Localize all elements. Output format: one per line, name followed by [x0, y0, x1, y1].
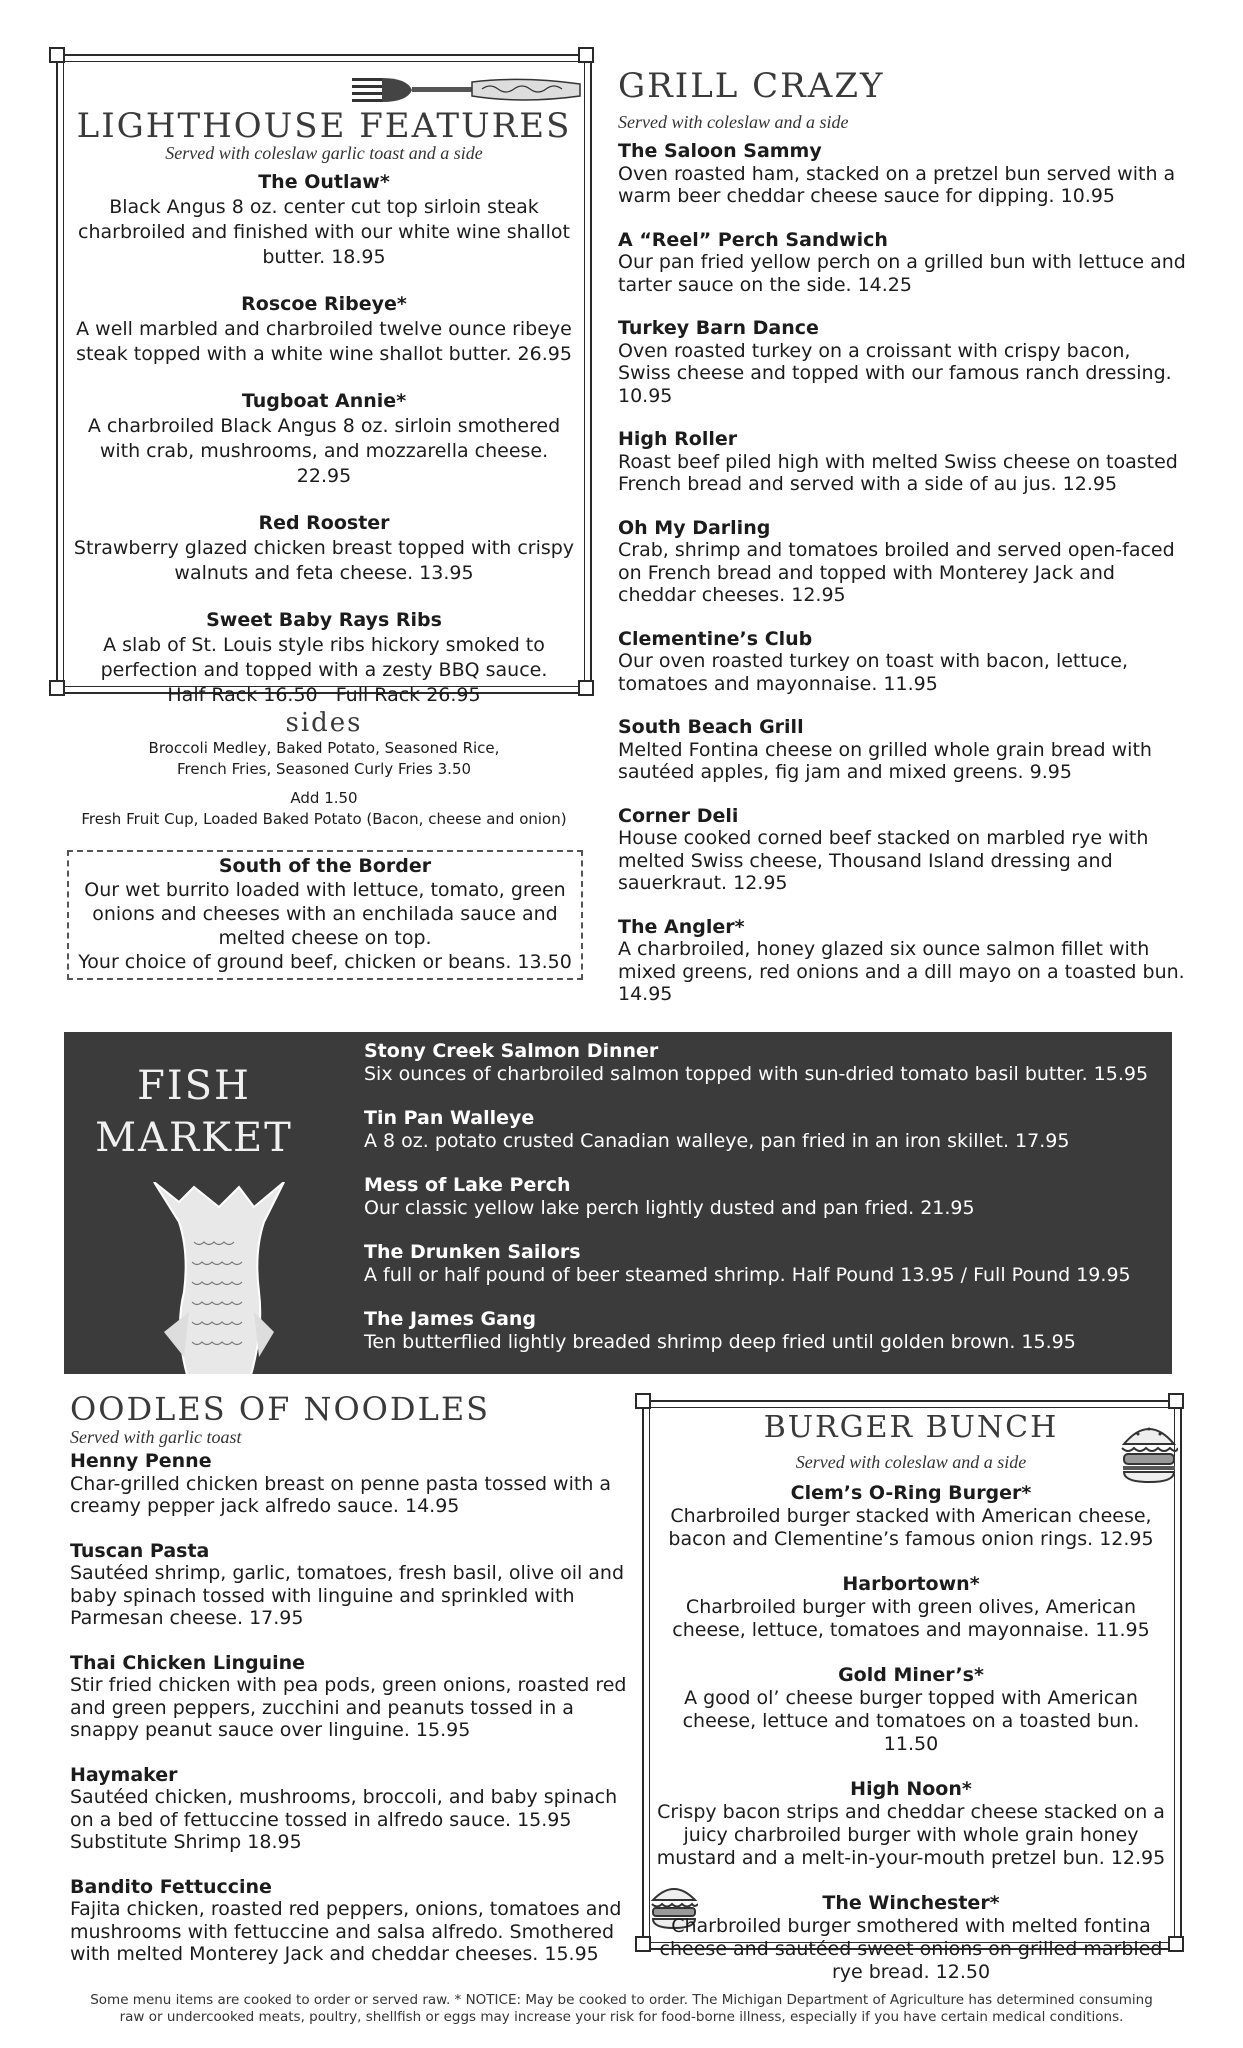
grill-crazy-items: [618, 140, 1188, 1027]
burger-subtitle: Served with coleslaw and a side: [795, 1452, 1027, 1472]
menu-item: [70, 389, 578, 489]
menu-item: [70, 170, 578, 270]
lighthouse-title: LIGHTHOUSE FEATURES: [76, 106, 572, 146]
noodles-items: [70, 1450, 630, 1988]
menu-item-name: Roscoe Ribeye*: [241, 293, 407, 315]
menu-item-name: Oh My Darling: [618, 516, 771, 539]
menu-item-choice: Your choice of ground beef, chicken or beans. 13.50: [78, 951, 572, 973]
menu-item-name: South of the Border: [218, 855, 432, 877]
menu-item: [364, 1174, 1164, 1219]
menu-item-desc: A charbroiled, honey glazed six ounce salmon fillet with mixed greens, red onions and a dill mayo on a toasted bun. 14.95: [618, 938, 1185, 1005]
menu-item-price: Half Rack 16.50 Full Rack 26.95: [167, 684, 481, 706]
menu-item-name: The Outlaw*: [258, 171, 390, 193]
menu-item-name: Harbortown*: [842, 1573, 980, 1595]
menu-item-name: Tuscan Pasta: [70, 1539, 210, 1562]
menu-item-desc: Stir fried chicken with pea pods, green onions, roasted red and green peppers, zucchini and peanuts tossed in a snappy peanut sauce over linguine. 15.95: [70, 1674, 627, 1741]
sides-line: Fresh Fruit Cup, Loaded Baked Potato (Bacon, cheese and onion): [81, 810, 567, 828]
menu-item-name: The James Gang: [364, 1308, 537, 1330]
menu-item-name: Tin Pan Walleye: [364, 1107, 535, 1129]
menu-item-name: Haymaker: [70, 1763, 178, 1786]
menu-item: [70, 1450, 630, 1518]
menu-item-desc: Charbroiled burger with green olives, American cheese, lettuce, tomatoes and mayonnaise. 11.95: [672, 1596, 1150, 1641]
menu-item-name: The Drunken Sailors: [364, 1241, 581, 1263]
menu-item-desc: Oven roasted turkey on a croissant with crispy bacon, Swiss cheese and topped with our famous ranch dressing. 10.95: [618, 339, 1172, 407]
menu-item-name: High Roller: [618, 428, 738, 450]
menu-item-desc: Ten butterflied lightly breaded shrimp deep fried until golden brown. 15.95: [364, 1330, 1076, 1353]
menu-item-extra: Substitute Shrimp 18.95: [70, 1831, 302, 1853]
fish-market-panel: [64, 1032, 1172, 1374]
fish-market-title: [84, 1060, 304, 1164]
lighthouse-subtitle: Served with coleslaw garlic toast and a side: [165, 143, 483, 163]
menu-item: [656, 1482, 1166, 1551]
menu-item-desc: Our oven roasted turkey on toast with bacon, lettuce, tomatoes and mayonnaise. 11.95: [618, 650, 1129, 695]
sides-list: [56, 738, 592, 830]
fish-title-line: FISH: [137, 1063, 251, 1109]
menu-item-desc: A well marbled and charbroiled twelve ounce ribeye steak topped with a white wine shallot butter. 26.95: [76, 318, 572, 365]
frame-corner: [1168, 1393, 1184, 1409]
menu-item: [618, 428, 1188, 496]
menu-item: [618, 916, 1188, 1006]
menu-item: [656, 1892, 1166, 1984]
menu-item-name: Thai Chicken Linguine: [70, 1651, 306, 1674]
menu-item-name: Stony Creek Salmon Dinner: [364, 1040, 659, 1062]
grill-crazy-subtitle: Served with coleslaw and a side: [618, 112, 849, 132]
menu-item-desc: Melted Fontina cheese on grilled whole grain bread with sautéed apples, fig jam and mixed greens. 9.95: [618, 738, 1152, 783]
menu-item-desc: Char-grilled chicken breast on penne pasta tossed with a creamy pepper jack alfredo sauce. 14.95: [70, 1472, 612, 1517]
menu-item-name: The Saloon Sammy: [618, 140, 822, 162]
menu-item: [618, 140, 1188, 208]
menu-item: [618, 229, 1188, 297]
menu-item: [618, 517, 1188, 607]
menu-item: [618, 628, 1188, 696]
menu-item-name: The Angler*: [618, 915, 745, 938]
menu-item: [618, 805, 1188, 895]
menu-item-name: Bandito Fettuccine: [70, 1875, 272, 1898]
menu-item: [70, 1540, 630, 1630]
fish-icon: [134, 1182, 304, 1374]
menu-item-desc: Fajita chicken, roasted red peppers, onions, tomatoes and mushrooms with fettuccine and salsa alfredo. Smothered with melted Monterey Jack and cheddar cheeses. 15.95: [70, 1898, 622, 1965]
menu-item-desc: A full or half pound of beer steamed shrimp. Half Pound 13.95 / Full Pound 19.95: [364, 1263, 1131, 1286]
menu-item-desc: Our classic yellow lake perch lightly dusted and pan fried. 21.95: [364, 1196, 975, 1219]
menu-item-name: Red Rooster: [258, 512, 390, 534]
burger-title: BURGER BUNCH: [763, 1410, 1059, 1445]
menu-item-desc: A slab of St. Louis style ribs hickory smoked to perfection and topped with a zesty BBQ sauce.: [100, 634, 548, 681]
menu-item-desc: Crab, shrimp and tomatoes broiled and served open-faced on French bread and topped with Monterey Jack and cheddar cheeses. 12.95: [618, 539, 1175, 606]
health-notice: [40, 1992, 1203, 2026]
sides-title: sides: [285, 708, 363, 738]
fish-title-line: MARKET: [95, 1115, 293, 1161]
frame-corner: [578, 47, 594, 63]
menu-item: [618, 716, 1188, 784]
frame-corner: [1168, 1936, 1184, 1952]
menu-item: [656, 1664, 1166, 1756]
sides-line: Broccoli Medley, Baked Potato, Seasoned Rice,: [148, 739, 500, 757]
menu-item-name: High Noon*: [850, 1778, 972, 1800]
menu-item-desc: Roast beef piled high with melted Swiss cheese on toasted French bread and served with a side of au jus. 12.95: [618, 450, 1178, 495]
noodles-title: OODLES OF NOODLES: [70, 1390, 491, 1428]
frame-corner: [578, 680, 594, 696]
menu-item-name: Clem’s O-Ring Burger*: [790, 1482, 1032, 1504]
menu-item: [364, 1107, 1164, 1152]
lighthouse-items: [70, 170, 578, 730]
menu-item-name: Henny Penne: [70, 1450, 212, 1472]
frame-corner: [635, 1936, 651, 1952]
menu-item-name: Turkey Barn Dance: [618, 317, 819, 339]
menu-item: [70, 1652, 630, 1742]
menu-item-desc: Charbroiled burger stacked with American cheese, bacon and Clementine’s famous onion rings. 12.95: [668, 1505, 1154, 1550]
menu-item: [70, 608, 578, 708]
burger-items: [656, 1482, 1166, 2006]
menu-item-desc: Charbroiled burger smothered with melted fontina cheese and sautéed sweet onions on grilled marbled rye bread. 12.50: [659, 1915, 1163, 1983]
menu-item-name: The Winchester*: [822, 1892, 1000, 1914]
menu-item-desc: Black Angus 8 oz. center cut top sirloin steak charbroiled and finished with our white wine shallot butter. 18.95: [78, 196, 570, 268]
menu-item-name: South Beach Grill: [618, 716, 804, 738]
menu-item-desc: House cooked corned beef stacked on marbled rye with melted Swiss cheese, Thousand Island dressing and sauerkraut. 12.95: [618, 827, 1149, 894]
notice-line: raw or undercooked meats, poultry, shellfish or eggs may increase your risk for food-borne illness, especially if you have certain medical conditions.: [119, 2009, 1124, 2025]
menu-item-desc: Crispy bacon strips and cheddar cheese stacked on a juicy charbroiled burger with whole grain honey mustard and a melt-in-your-mouth pretzel bun. 12.95: [656, 1801, 1166, 1869]
menu-item-desc: Six ounces of charbroiled salmon topped with sun-dried tomato basil butter. 15.95: [364, 1062, 1149, 1085]
grill-crazy-title: GRILL CRAZY: [618, 66, 885, 106]
menu-item-desc: Sautéed shrimp, garlic, tomatoes, fresh basil, olive oil and baby spinach tossed with linguine and sprinkled with Parmesan cheese. 17.95: [70, 1562, 625, 1629]
menu-item: [70, 292, 578, 367]
menu-item-desc: Strawberry glazed chicken breast topped with crispy walnuts and feta cheese. 13.95: [73, 537, 575, 584]
frame-corner: [635, 1393, 651, 1409]
menu-item: [70, 1876, 630, 1966]
menu-item-desc: Our pan fried yellow perch on a grilled bun with lettuce and tarter sauce on the side. 14.25: [618, 251, 1186, 296]
menu-item-desc: Our wet burrito loaded with lettuce, tomato, green onions and cheeses with an enchilada sauce and melted cheese on top.: [84, 879, 566, 949]
frame-corner: [49, 680, 65, 696]
sides-line: French Fries, Seasoned Curly Fries 3.50: [176, 760, 472, 778]
noodles-subtitle: Served with garlic toast: [70, 1427, 242, 1447]
menu-item-desc: A charbroiled Black Angus 8 oz. sirloin smothered with crab, mushrooms, and mozzarella cheese. 22.95: [87, 415, 561, 487]
menu-item: [656, 1573, 1166, 1642]
fish-market-items: [364, 1040, 1164, 1374]
menu-item-name: A “Reel” Perch Sandwich: [618, 228, 888, 251]
menu-item: [364, 1040, 1164, 1085]
menu-item-name: Gold Miner’s*: [838, 1664, 984, 1686]
menu-item: [70, 1764, 630, 1854]
menu-item-name: Corner Deli: [618, 804, 739, 827]
menu-item: [618, 317, 1188, 407]
menu-item: [70, 511, 578, 586]
south-of-border-box: [67, 850, 583, 980]
menu-item: [364, 1241, 1164, 1286]
sides-add: Add 1.50: [290, 789, 358, 807]
notice-line: Some menu items are cooked to order or served raw. * NOTICE: May be cooked to order. The Michigan Department of Agriculture has determined consuming: [90, 1992, 1153, 2008]
fork-icon: [352, 74, 582, 104]
menu-item-desc: A 8 oz. potato crusted Canadian walleye, pan fried in an iron skillet. 17.95: [364, 1129, 1070, 1152]
menu-item-desc: Oven roasted ham, stacked on a pretzel bun served with a warm beer cheddar cheese sauce for dipping. 10.95: [618, 162, 1176, 207]
menu-item-name: Sweet Baby Rays Ribs: [206, 609, 442, 631]
menu-item-desc: Sautéed chicken, mushrooms, broccoli, and baby spinach on a bed of fettuccine tossed in alfredo sauce. 15.95: [70, 1786, 618, 1831]
menu-item: [656, 1778, 1166, 1870]
menu-item: [364, 1308, 1164, 1353]
menu-item-desc: A good ol’ cheese burger topped with American cheese, lettuce and tomatoes on a toasted bun. 11.50: [682, 1687, 1140, 1755]
menu-item-name: Tugboat Annie*: [241, 390, 407, 412]
frame-corner: [49, 47, 65, 63]
menu-item-name: Clementine’s Club: [618, 627, 813, 650]
menu-item-name: Mess of Lake Perch: [364, 1174, 571, 1196]
